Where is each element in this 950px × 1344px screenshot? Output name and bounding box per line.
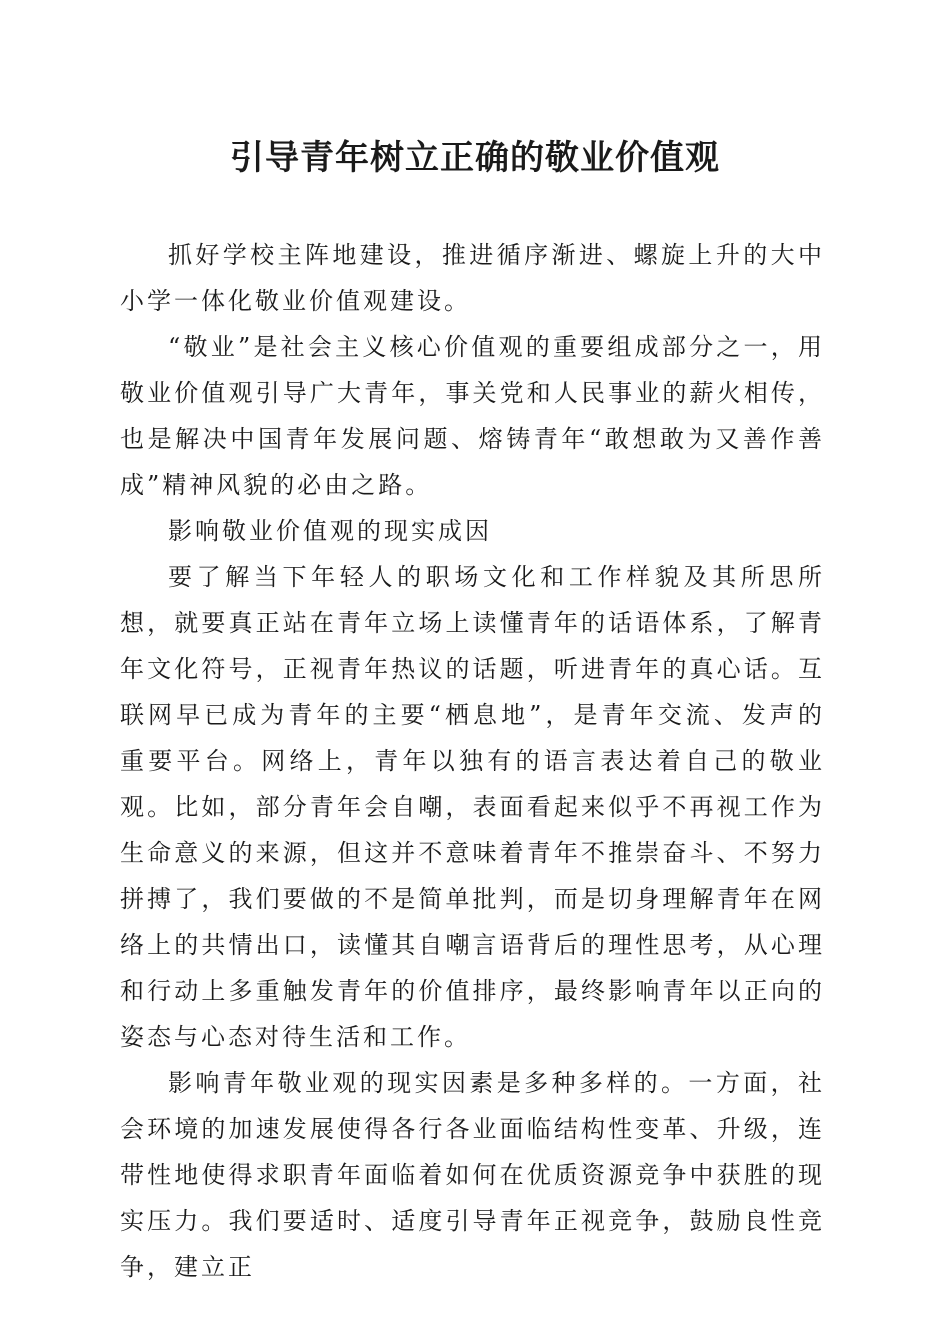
paragraph: “敬业”是社会主义核心价值观的重要组成部分之一，用敬业价值观引导广大青年，事关党和人民事业的薪火相传，也是解决中国青年发展问题、熔铸青年“敢想敢为又善作善成”精神风貌的必由之路。	[120, 333, 825, 499]
section-heading: 影响敬业价值观的现实成因	[168, 517, 492, 545]
paragraph: 抓好学校主阵地建设，推进循序渐进、螺旋上升的大中小学一体化敬业价值观建设。	[120, 241, 825, 315]
document-body	[120, 232, 825, 1290]
document-title: 引导青年树立正确的敬业价值观	[230, 138, 720, 178]
paragraph: 影响青年敬业观的现实因素是多种多样的。一方面，社会环境的加速发展使得各行各业面临结构性变革、升级，连带性地使得求职青年面临着如何在优质资源竞争中获胜的现实压力。我们要适时、适度引导青年正视竞争，鼓励良性竞争，建立正	[120, 1069, 825, 1281]
paragraph: 要了解当下年轻人的职场文化和工作样貌及其所思所想，就要真正站在青年立场上读懂青年的话语体系，了解青年文化符号，正视青年热议的话题，听进青年的真心话。互联网早已成为青年的主要“栖息地”，是青年交流、发声的重要平台。网络上，青年以独有的语言表达着自己的敬业观。比如，部分青年会自嘲，表面看起来似乎不再视工作为生命意义的来源，但这并不意味着青年不推崇奋斗、不努力拼搏了，我们要做的不是简单批判，而是切身理解青年在网络上的共情出口，读懂其自嘲言语背后的理性思考，从心理和行动上多重触发青年的价值排序，最终影响青年以正向的姿态与心态对待生活和工作。	[120, 563, 825, 1051]
